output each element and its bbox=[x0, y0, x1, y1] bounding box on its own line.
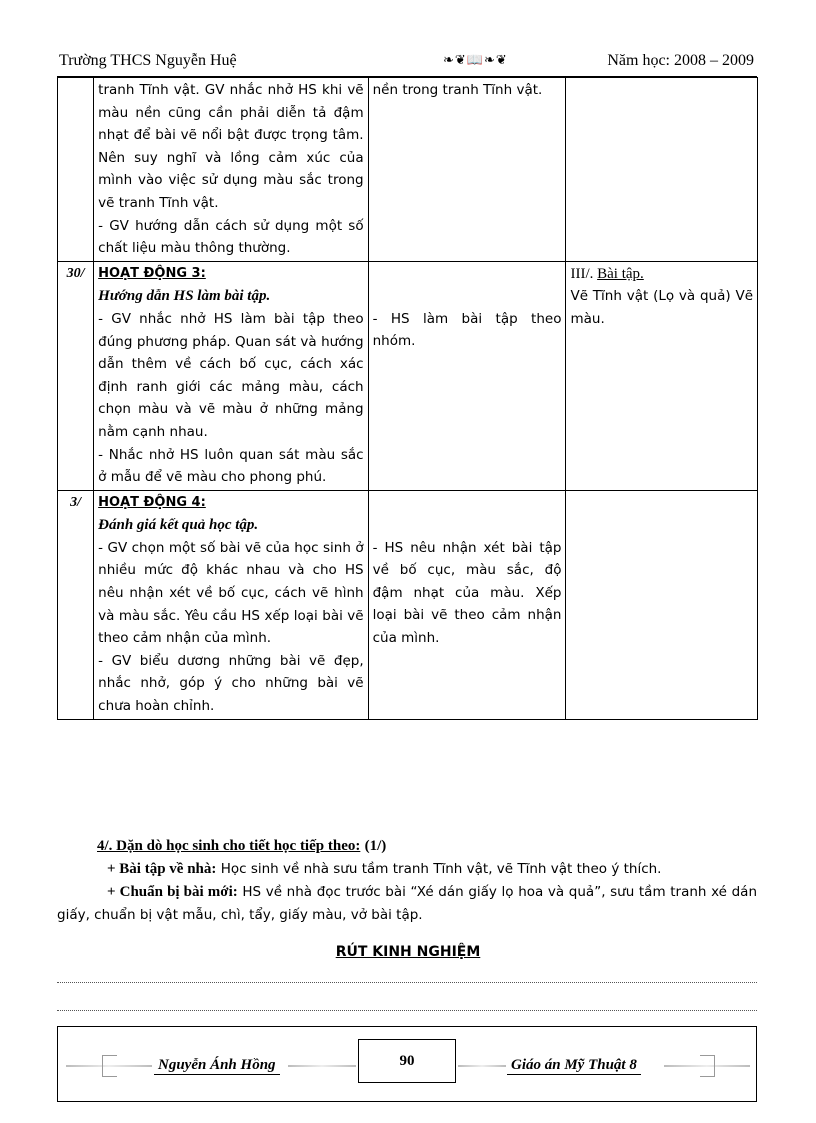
school-year: Năm học: 2008 – 2009 bbox=[607, 52, 754, 69]
teacher-activity-cell bbox=[94, 78, 368, 262]
footer-bracket bbox=[700, 1055, 715, 1077]
section-number: III/. bbox=[570, 265, 594, 282]
homework-heading: 4/. Dặn dò học sinh cho tiết học tiếp theo: bbox=[97, 838, 361, 854]
subject-title: Giáo án Mỹ Thuật 8 bbox=[507, 1057, 641, 1075]
student-text: - HS nêu nhận xét bài tập về bố cục, màu sắc, độ đậm nhạt của màu. Xếp loại bài vẽ theo cảm nhận của mình. bbox=[372, 539, 562, 647]
teacher-paragraph: - GV nhắc nhở HS làm bài tập theo đúng phương pháp. Quan sát và hướng dẫn thêm về cách bố cục, cách xác định ranh giới các mảng màu, cách chọn màu và vẽ màu ở những mảng nằm cạnh nhau. bbox=[98, 310, 364, 440]
header-ornament: ❧❦📖❧❦ bbox=[443, 52, 508, 67]
content-cell bbox=[566, 78, 758, 262]
activity-subheading: Đánh giá kết quả học tập. bbox=[98, 517, 259, 534]
dotted-line bbox=[57, 982, 757, 983]
student-text: - HS làm bài tập theo nhóm. bbox=[372, 310, 562, 350]
footer-ornament bbox=[458, 1065, 506, 1067]
student-activity-cell bbox=[368, 490, 566, 719]
activity-heading: HOẠT ĐỘNG 3: bbox=[98, 265, 206, 281]
author-name: Nguyễn Ánh Hồng bbox=[154, 1057, 280, 1075]
section-title bbox=[570, 263, 753, 286]
activity-subheading: Hướng dẫn HS làm bài tập. bbox=[98, 288, 271, 305]
teacher-paragraph: - Nhắc nhở HS luôn quan sát màu sắc ở mẫu để vẽ màu cho phong phú. bbox=[98, 446, 364, 486]
exercise-text: Học sinh về nhà sưu tầm tranh Tĩnh vật, vẽ Tĩnh vật theo ý thích. bbox=[220, 861, 662, 877]
page-header bbox=[57, 50, 757, 74]
teacher-paragraph: - GV biểu dương những bài vẽ đẹp, nhắc nhở, góp ý cho những bài vẽ chưa hoàn chỉnh. bbox=[98, 652, 364, 715]
school-name: Trường THCS Nguyễn Huệ bbox=[59, 52, 237, 69]
teacher-paragraph: - GV hướng dẫn cách sử dụng một số chất liệu màu thông thường. bbox=[98, 217, 364, 257]
review-heading: RÚT KINH NGHIỆM bbox=[335, 944, 481, 960]
student-activity-cell: nền trong tranh Tĩnh vật. bbox=[368, 78, 566, 262]
content-cell bbox=[566, 490, 758, 719]
prepare-text: HS về nhà đọc trước bài “Xé dán giấy lọ hoa và quả”, sưu tầm tranh xé dán giấy, chuẩn bị vật mẫu, chì, tẩy, giấy màu, vở bài tập. bbox=[57, 884, 758, 923]
page-footer bbox=[57, 1026, 757, 1102]
teacher-activity-cell bbox=[94, 490, 368, 719]
section-text: Vẽ Tĩnh vật (Lọ và quả) Vẽ màu. bbox=[570, 288, 753, 327]
homework-exercise bbox=[57, 858, 757, 881]
teacher-activity-cell bbox=[94, 261, 368, 490]
footer-ornament bbox=[288, 1065, 356, 1067]
time-cell: 30/ bbox=[58, 261, 94, 490]
table-row bbox=[58, 261, 758, 490]
table-row bbox=[58, 490, 758, 719]
prepare-label: + Chuẩn bị bài mới: bbox=[107, 884, 238, 900]
exercise-label: + Bài tập về nhà: bbox=[107, 861, 217, 877]
homework-title bbox=[57, 835, 757, 858]
time-cell bbox=[58, 78, 94, 262]
homework-time: (1/) bbox=[364, 838, 387, 854]
footer-bracket bbox=[102, 1055, 117, 1077]
teacher-paragraph: tranh Tĩnh vật. GV nhắc nhở HS khi vẽ màu nền cũng cần phải diễn tả đậm nhạt để bài vẽ nổi bật được trọng tâm. Nên suy nghĩ và lồng cảm xúc của mình vào việc sử dụng màu sắc trong vẽ tranh Tĩnh vật. bbox=[98, 82, 364, 211]
lesson-table bbox=[57, 77, 758, 720]
homework-prepare bbox=[57, 881, 757, 926]
teacher-paragraph: - GV chọn một số bài vẽ của học sinh ở nhiều mức độ khác nhau và cho HS nêu nhận xét về bố cục, cách vẽ hình và màu sắc. Yêu cầu HS xếp loại bài vẽ theo cảm nhận của mình. bbox=[98, 539, 364, 647]
content-cell bbox=[566, 261, 758, 490]
table-row bbox=[58, 78, 758, 262]
section-name: Bài tập. bbox=[597, 265, 644, 282]
dotted-line bbox=[57, 1010, 757, 1011]
page-number: 90 bbox=[358, 1039, 456, 1083]
student-activity-cell bbox=[368, 261, 566, 490]
time-cell: 3/ bbox=[58, 490, 94, 719]
activity-heading: HOẠT ĐỘNG 4: bbox=[98, 494, 206, 510]
